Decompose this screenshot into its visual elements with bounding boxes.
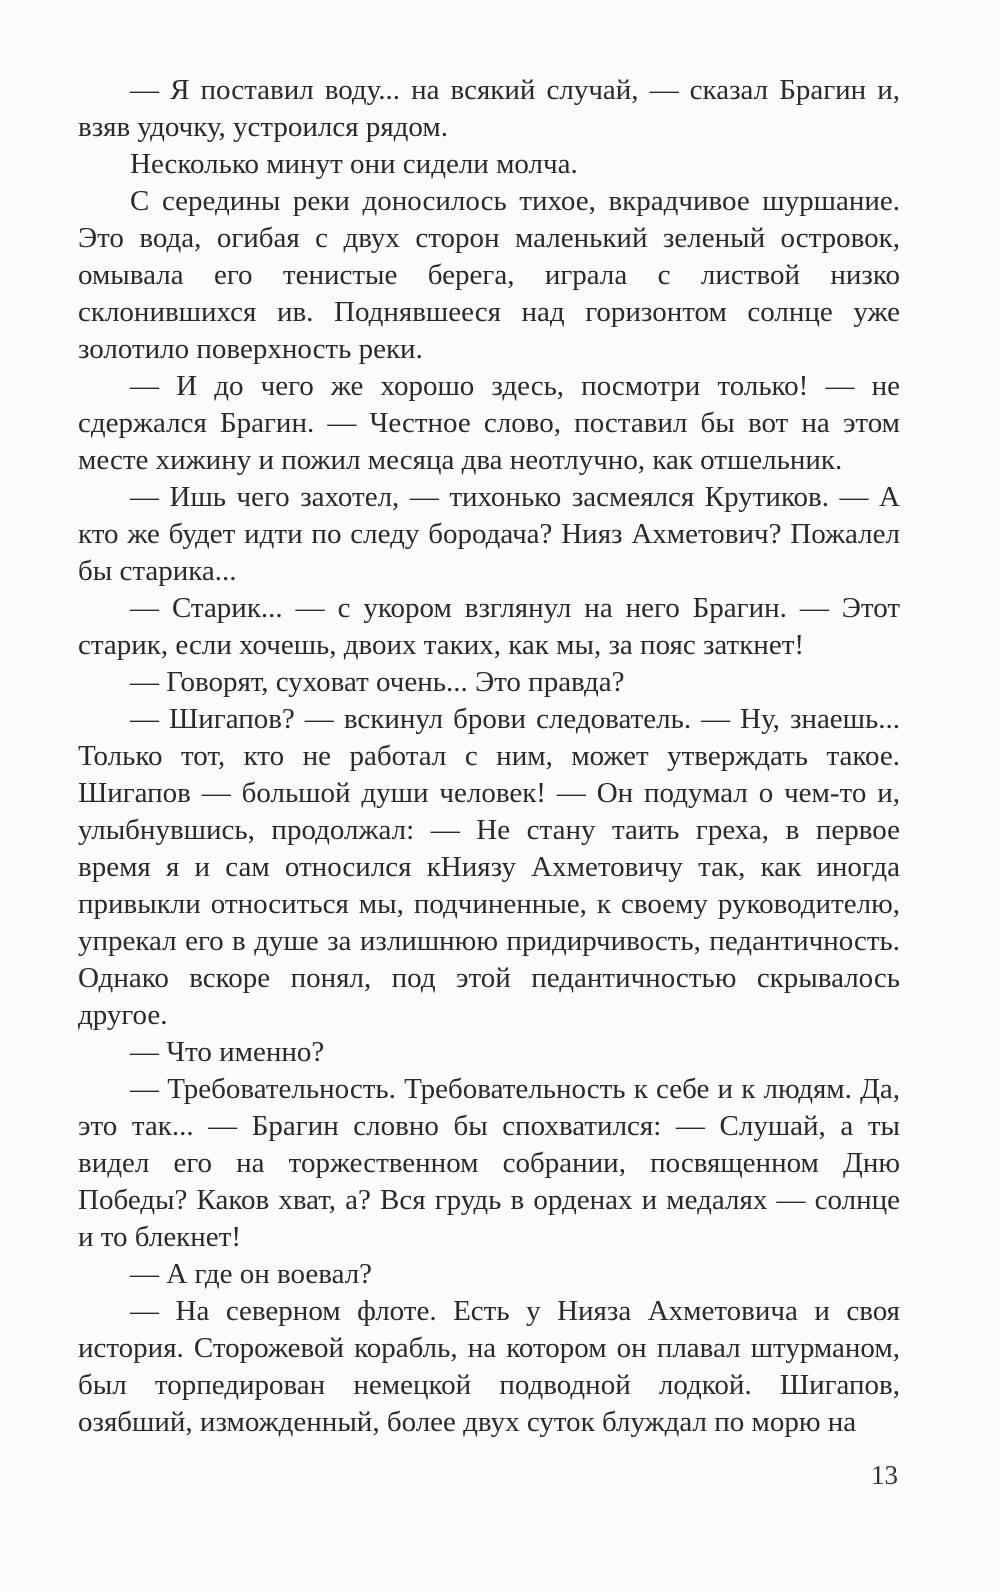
paragraph: — Требовательность. Требовательность к себе и к людям. Да, это так... — Брагин словно бы спохватился: — Слушай, а ты видел его на торжественном собрании, посвященном Дню Победы? Каков хват, а? Вся грудь в орденах и медалях — солнце и то блекнет!	[78, 1073, 900, 1253]
paragraph: — На северном флоте. Есть у Нияза Ахметовича и своя история. Сторожевой корабль, на котором он плавал штурманом, был торпедирован немецкой подводной лодкой. Шигапов, озябший, изможденный, более двух суток блуждал по морю на	[78, 1295, 900, 1438]
paragraph: — Старик... — с укором взглянул на него Брагин. — Этот старик, если хочешь, двоих таких, как мы, за пояс заткнет!	[78, 592, 900, 661]
paragraph: — А где он воевал?	[130, 1258, 373, 1290]
paragraph: Несколько минут они сидели молча.	[130, 148, 578, 180]
paragraph: — Говорят, суховат очень... Это правда?	[130, 666, 625, 698]
paragraph: — Ишь чего захотел, — тихонько засмеялся Крутиков. — А кто же будет идти по следу бородача? Нияз Ахметович? Пожалел бы старика...	[78, 481, 900, 587]
paragraph: — И до чего же хорошо здесь, посмотри только! — не сдержался Брагин. — Честное слово, поставил бы вот на этом месте хижину и пожил месяца два неотлучно, как отшельник.	[78, 370, 900, 476]
page-number: 13	[871, 1460, 898, 1490]
page-body	[78, 72, 900, 1441]
paragraph: — Что именно?	[130, 1036, 325, 1068]
paragraph: — Шигапов? — вскинул брови следователь. — Ну, знаешь... Только тот, кто не работал с ним, может утверждать такое. Шигапов — большой души человек! — Он подумал о чем-то и, улыбнувшись, продолжал: — Не стану таить греха, в первое время я и сам относился кНиязу Ахметовичу так, как иногда привыкли относиться мы, подчиненные, к своему руководителю, упрекал его в душе за излишнюю придирчивость, педантичность. Однако вскоре понял, под этой педантичностью скрывалось другое.	[78, 703, 900, 1031]
paragraph: С середины реки доносилось тихое, вкрадчивое шуршание. Это вода, огибая с двух сторон маленький зеленый островок, омывала его тенистые берега, играла с листвой низко склонившихся ив. Поднявшееся над горизонтом солнце уже золотило поверхность реки.	[78, 185, 900, 365]
paragraph: — Я поставил воду... на всякий случай, — сказал Брагин и, взяв удочку, устроился рядом.	[78, 74, 900, 143]
